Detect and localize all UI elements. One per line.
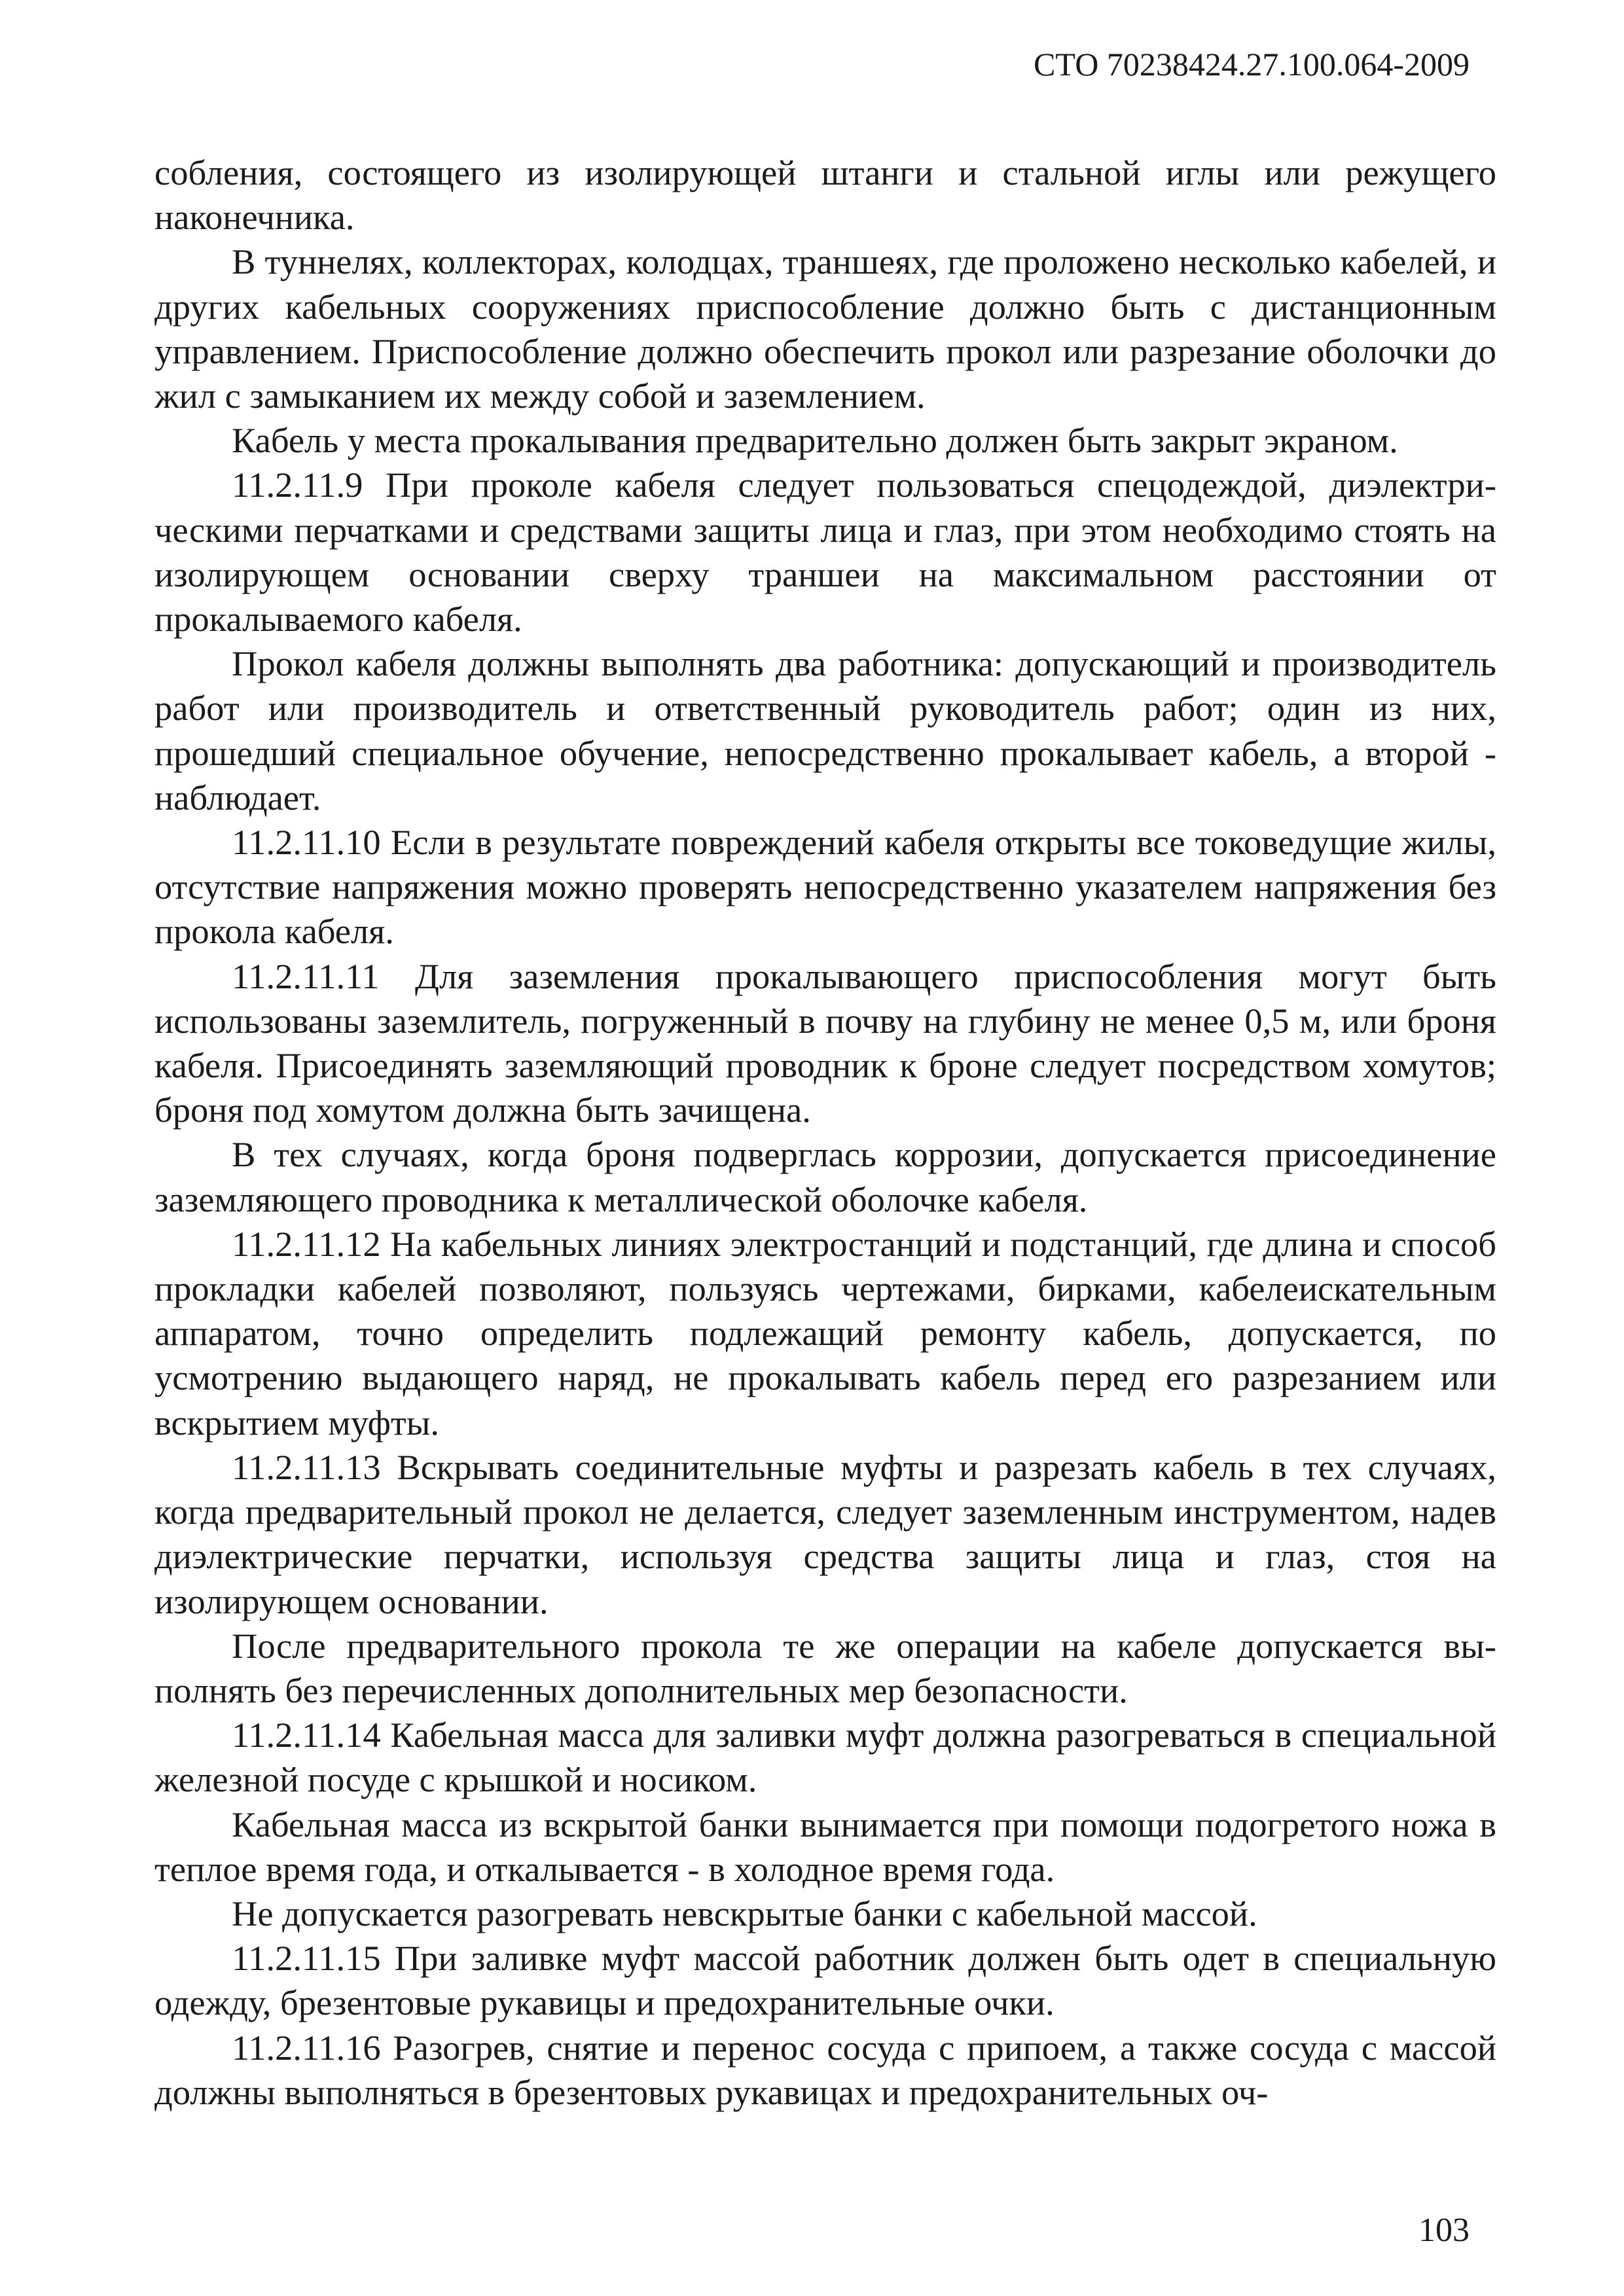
paragraph-cable-mass-extraction: Кабельная масса из вскрытой банки вынимается при помощи подогретого ножа в теплое время года, и откалывается - в холодное время года. (154, 1804, 1496, 1889)
clause-11-2-11-10: 11.2.11.10 Если в результате повреждений кабеля открыты все токоведущие жилы, отсутствие напряжения можно проверять непосредственно указателем напряжения без прокола кабеля. (154, 822, 1496, 952)
clause-11-2-11-13: 11.2.11.13 Вскрывать соединительные муфты и разрезать кабель в тех случаях, когда предварительный прокол не делается, следует заземленным инструментом, надев диэлектрические перчатки, используя средства защиты лица и глаз, стоя на изолирующем основании. (154, 1446, 1496, 1621)
paragraph-armor-corrosion: В тех случаях, когда броня подверглась коррозии, допускается присоединение заземляющего проводника к металлической оболочке кабеля. (154, 1134, 1496, 1219)
paragraph-tunnels-remote-control: В туннелях, коллекторах, колодцах, траншеях, где проложено несколько кабелей, и других кабельных сооружениях приспособление должно быть с дистанционным управлением. Приспособление должно обеспечить прокол или разрезание оболочки до жил с замыканием их между собой и заземлением. (154, 242, 1496, 416)
document-code: СТО 70238424.27.100.064-2009 (1034, 46, 1470, 82)
paragraph-no-heating-sealed-cans: Не допускается разогревать невскрытые банки с кабельной массой. (232, 1893, 1257, 1933)
body-text (154, 151, 1496, 2115)
page-number: 103 (1418, 2212, 1470, 2249)
clause-11-2-11-12: 11.2.11.12 На кабельных линиях электростанций и подстанций, где длина и способ прокладки кабелей позволяют, пользуясь чертежами, бирками, кабелеискательным аппаратом, точно определить подлежащий ремонту кабель, допускается, по усмотрению выдающего наряд, не прокалывать кабель перед его разрезанием или вскрытием муфты. (154, 1223, 1496, 1443)
paragraph-after-puncture: После предварительного прокола те же операции на кабеле допускается выполнять без перечисленных дополнительных мер безопасности. (154, 1625, 1496, 1710)
paragraph-continuation: собления, состоящего из изолирующей штанги и стальной иглы или режущего наконечника. (154, 152, 1496, 238)
clause-11-2-11-11: 11.2.11.11 Для заземления прокалывающего приспособления могут быть использованы заземлитель, погруженный в почву на глубину не менее 0,5 м, или броня кабеля. Присоединять заземляющий проводник к броне следует посредством хомутов; броня под хомутом должна быть зачищена. (154, 956, 1496, 1130)
clause-11-2-11-15: 11.2.11.15 При заливке муфт массой работник должен быть одет в специальную одежду, брезентовые рукавицы и предохранительные очки. (154, 1938, 1496, 2023)
clause-11-2-11-14: 11.2.11.14 Кабельная масса для заливки муфт должна разогреваться в специальной железной посуде с крышкой и носиком. (154, 1715, 1496, 1800)
clause-11-2-11-9: 11.2.11.9 При проколе кабеля следует пользоваться спецодеждой, диэлектрическими перчатками и средствами защиты лица и глаз, при этом необходимо стоять на изолирующем основании сверху траншеи на максимальном расстоянии от прокалываемого кабеля. (154, 465, 1496, 639)
paragraph-two-workers: Прокол кабеля должны выполнять два работника: допускающий и производитель работ или производитель и ответственный руководитель работ; один из них, прошедший специальное обучение, непосредственно прокалывает кабель, а второй - наблюдает. (154, 643, 1496, 817)
clause-11-2-11-16: 11.2.11.16 Разогрев, снятие и перенос сосуда с припоем, а также сосуда с массой должны выполняться в брезентовых рукавицах и предохранительных оч- (154, 2027, 1496, 2112)
paragraph-screen-cover: Кабель у места прокалывания предварительно должен быть закрыт экраном. (232, 420, 1398, 461)
